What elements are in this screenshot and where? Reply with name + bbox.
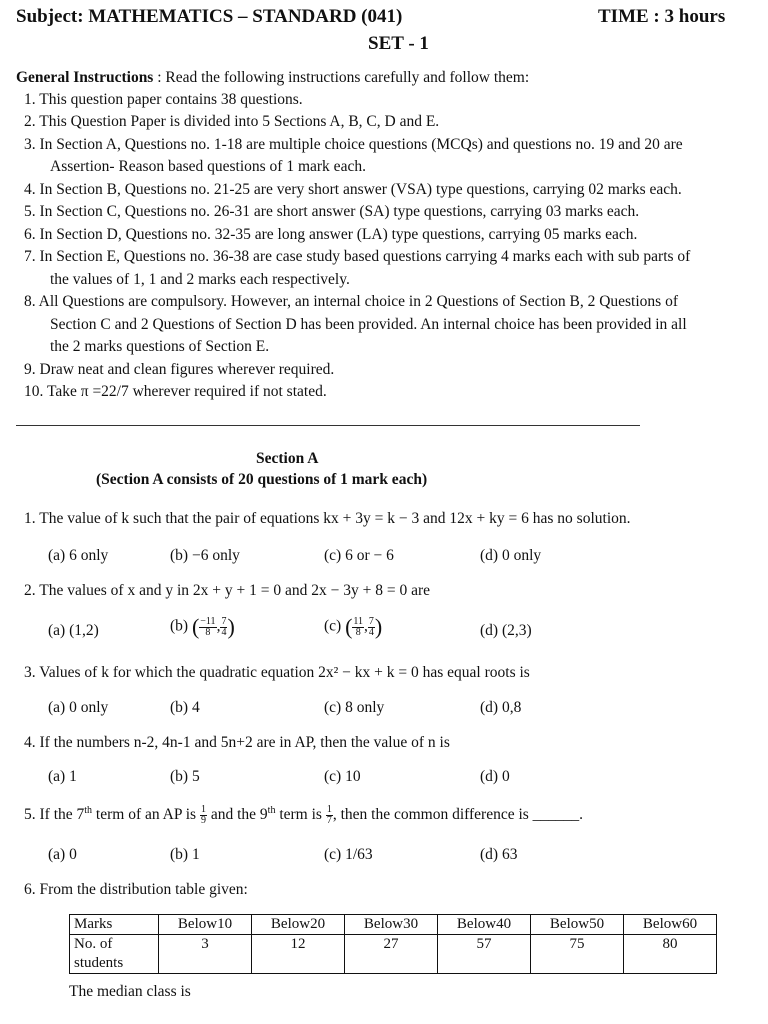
- instruction-8: 8. All Questions are compulsory. However, an internal choice in 2 Questions of Section B, 2 Questions of: [24, 293, 678, 310]
- q5-option-a: (a) 0: [48, 846, 77, 863]
- q3-option-d: (d) 0,8: [480, 699, 522, 716]
- instruction-7-cont: the values of 1, 1 and 2 marks each respectively.: [50, 271, 350, 288]
- instruction-2: 2. This Question Paper is divided into 5 Sections A, B, C, D and E.: [24, 113, 440, 130]
- q5-text-part: term is: [275, 806, 326, 824]
- instructions-title: General Instructions: [16, 69, 154, 86]
- q5-option-b: (b) 1: [170, 846, 200, 863]
- q5-text-part: , then the common difference is ______.: [332, 806, 584, 824]
- fraction: [326, 805, 333, 826]
- open-paren: (: [345, 614, 353, 639]
- q1-option-d: (d) 0 only: [480, 547, 542, 564]
- denominator: 4: [368, 626, 374, 638]
- table-cell: 57: [438, 935, 531, 974]
- question-6: 6. From the distribution table given:: [24, 881, 248, 898]
- q3-option-b: (b) 4: [170, 699, 200, 716]
- fraction: [368, 617, 375, 638]
- table-cell: Below50: [531, 915, 624, 935]
- table-cell: Below60: [624, 915, 717, 935]
- table-row: [70, 915, 717, 935]
- instruction-1: 1. This question paper contains 38 questions.: [24, 91, 303, 108]
- table-cell: 27: [345, 935, 438, 974]
- instruction-3-cont: Assertion- Reason based questions of 1 mark each.: [50, 158, 366, 175]
- table-cell: Below30: [345, 915, 438, 935]
- instruction-9: 9. Draw neat and clean figures wherever required.: [24, 361, 335, 378]
- table-cell: Below10: [159, 915, 252, 935]
- table-cell: Below40: [438, 915, 531, 935]
- denominator: 4: [221, 626, 227, 638]
- question-3: 3. Values of k for which the quadratic equation 2x² − kx + k = 0 has equal roots is: [24, 664, 530, 681]
- fraction: [352, 617, 364, 638]
- q1-option-a: (a) 6 only: [48, 547, 109, 564]
- distribution-table: [69, 914, 717, 974]
- superscript: th: [84, 805, 93, 816]
- q5-option-d: (d) 63: [480, 846, 518, 863]
- open-paren: (: [191, 614, 200, 639]
- q5-text-part: and the 9: [206, 806, 268, 824]
- close-paren: ): [374, 614, 383, 639]
- denominator: 8: [205, 626, 211, 638]
- table-row: [70, 935, 717, 974]
- table-cell: [70, 935, 159, 974]
- q6-followup: The median class is: [69, 983, 191, 1000]
- section-title: Section A: [256, 450, 319, 467]
- instruction-8-cont: Section C and 2 Questions of Section D has been provided. An internal choice has been provided in all: [50, 316, 687, 333]
- q3-option-a: (a) 0 only: [48, 699, 109, 716]
- table-cell: 80: [624, 935, 717, 974]
- question-5: [24, 805, 583, 826]
- q5-text-part: term of an AP is: [92, 806, 200, 824]
- q4-option-c: (c) 10: [324, 768, 361, 785]
- q4-option-a: (a) 1: [48, 768, 77, 785]
- denominator: 9: [200, 815, 206, 827]
- denominator: 8: [355, 626, 361, 638]
- q2-option-d: (d) (2,3): [480, 622, 532, 639]
- q5-text-part: 5. If the 7: [24, 806, 85, 824]
- numerator: −11: [200, 615, 216, 627]
- divider-line: [16, 425, 640, 426]
- q4-option-d: (d) 0: [480, 768, 510, 785]
- table-cell: Marks: [70, 915, 159, 935]
- instruction-3: 3. In Section A, Questions no. 1-18 are multiple choice questions (MCQs) and questions no. 19 and 20 are: [24, 136, 683, 153]
- instruction-10: 10. Take π =22/7 wherever required if not stated.: [24, 383, 327, 400]
- numerator: 1: [326, 804, 332, 816]
- table-cell: Below20: [252, 915, 345, 935]
- table-cell: 3: [159, 935, 252, 974]
- fraction: [200, 805, 207, 826]
- numerator: 7: [221, 615, 227, 627]
- instructions-heading: [16, 67, 529, 89]
- set-heading: SET - 1: [368, 33, 429, 54]
- cell-text: students: [74, 955, 124, 971]
- section-subtitle: (Section A consists of 20 questions of 1 mark each): [96, 471, 428, 488]
- q3-option-c: (c) 8 only: [324, 699, 385, 716]
- subject-heading: Subject: MATHEMATICS – STANDARD (041): [16, 6, 403, 27]
- numerator: 11: [353, 615, 364, 627]
- question-1: 1. The value of k such that the pair of equations kx + 3y = k − 3 and 12x + ky = 6 has no solution.: [24, 510, 631, 527]
- q2-option-c-label: (c): [324, 617, 342, 635]
- denominator: 7: [326, 815, 332, 827]
- q2-option-b: (b) ( $\frac{-11}{8}$ , $\frac{7}{4}$ ): [170, 614, 235, 639]
- q1-option-c: (c) 6 or − 6: [324, 547, 394, 564]
- close-paren: ): [227, 614, 235, 639]
- time-heading: TIME : 3 hours: [598, 6, 726, 27]
- q2-option-a: (a) (1,2): [48, 622, 99, 639]
- instruction-6: 6. In Section D, Questions no. 32-35 are long answer (LA) type questions, carrying 05 marks each.: [24, 226, 638, 243]
- fraction: [199, 617, 216, 638]
- q4-option-b: (b) 5: [170, 768, 200, 785]
- table-cell: 12: [252, 935, 345, 974]
- instruction-8-cont2: the 2 marks questions of Section E.: [50, 338, 270, 355]
- instruction-7: 7. In Section E, Questions no. 36-38 are case study based questions carrying 4 marks each with sub parts of: [24, 248, 691, 265]
- question-4: 4. If the numbers n-2, 4n-1 and 5n+2 are in AP, then the value of n is: [24, 734, 450, 751]
- q2-option-b-label: (b): [170, 617, 189, 635]
- table-cell: 75: [531, 935, 624, 974]
- question-2: 2. The values of x and y in 2x + y + 1 = 0 and 2x − 3y + 8 = 0 are: [24, 582, 431, 599]
- numerator: 1: [200, 804, 206, 816]
- q1-option-b: (b) −6 only: [170, 547, 240, 564]
- q5-option-c: (c) 1/63: [324, 846, 373, 863]
- numerator: 7: [368, 615, 374, 627]
- instruction-4: 4. In Section B, Questions no. 21-25 are very short answer (VSA) type questions, carrying 02 marks each.: [24, 181, 682, 198]
- cell-text: No. of: [74, 936, 113, 952]
- instruction-5: 5. In Section C, Questions no. 26-31 are short answer (SA) type questions, carrying 03 marks each.: [24, 203, 640, 220]
- instructions-intro: : Read the following instructions carefully and follow them:: [153, 69, 530, 86]
- superscript: th: [267, 805, 276, 816]
- q2-option-c: (c) ( $\frac{11}{8}$ , $\frac{7}{4}$ ): [324, 614, 383, 639]
